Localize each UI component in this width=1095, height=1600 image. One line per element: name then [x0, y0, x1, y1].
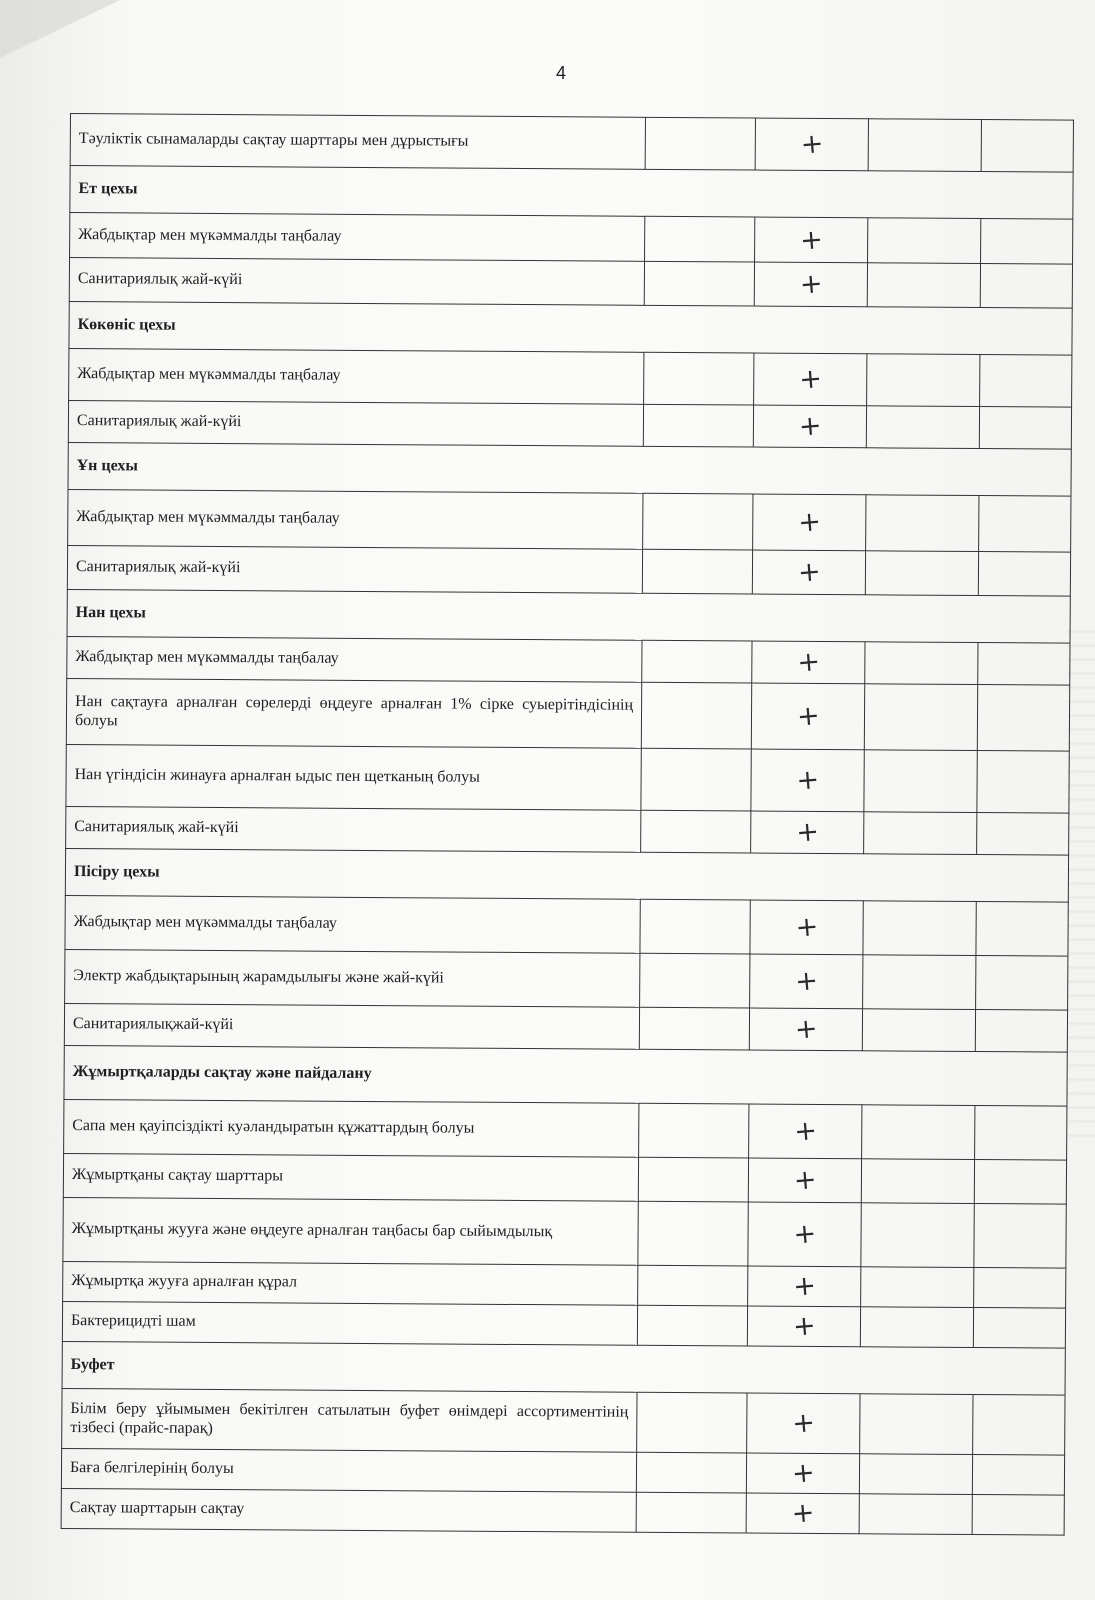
- empty-cell: [637, 1305, 747, 1346]
- checklist-table-container: [61, 113, 1073, 1536]
- criterion-cell: Тәуліктік сынамаларды сақтау шарттары мен дұрыстығы: [70, 114, 645, 170]
- plus-mark: +: [752, 641, 865, 684]
- empty-cell: [977, 685, 1069, 752]
- empty-cell: [645, 117, 755, 170]
- plus-mark: +: [755, 118, 868, 171]
- plus-mark: +: [748, 1202, 861, 1267]
- empty-cell: [978, 552, 1070, 597]
- empty-cell: [868, 218, 981, 264]
- page-fold-shadow: [0, 0, 120, 58]
- empty-cell: [979, 407, 1071, 450]
- table-row: [62, 1301, 1065, 1348]
- criterion-cell: Санитариялық жай-күйі: [69, 258, 644, 306]
- section-row: [67, 589, 1070, 643]
- table-row: [66, 678, 1069, 751]
- criterion-cell: Жабдықтар мен мүкәммалды таңбалау: [67, 636, 642, 682]
- empty-cell: [863, 955, 976, 1010]
- criterion-cell: Санитариялықжай-күйі: [64, 1003, 639, 1049]
- plus-mark: +: [747, 1393, 860, 1454]
- empty-cell: [863, 901, 976, 956]
- section-row: [68, 442, 1071, 496]
- table-row: [65, 895, 1068, 956]
- plus-mark: +: [747, 1306, 860, 1347]
- section-row: [64, 1045, 1067, 1106]
- empty-cell: [640, 899, 750, 954]
- criterion-cell: Жабдықтар мен мүкәммалды таңбалау: [70, 213, 645, 262]
- criterion-cell: Баға белгілерінің болуы: [61, 1448, 636, 1492]
- table-row: [67, 636, 1070, 685]
- criterion-cell: Электр жабдықтарының жарамдылығы және жай-күйі: [65, 949, 640, 1007]
- empty-cell: [977, 813, 1069, 856]
- table-row: [68, 400, 1071, 449]
- empty-cell: [974, 1204, 1066, 1269]
- empty-cell: [639, 1103, 749, 1158]
- table-row: [63, 1153, 1066, 1204]
- table-row: [66, 806, 1069, 855]
- table-row: [70, 114, 1073, 173]
- empty-cell: [864, 684, 977, 751]
- empty-cell: [981, 120, 1073, 173]
- criterion-cell: Жабдықтар мен мүкәммалды таңбалау: [69, 348, 644, 404]
- table-row: [61, 1448, 1064, 1495]
- empty-cell: [974, 1268, 1066, 1309]
- scan-edge-smudge: [1067, 620, 1095, 1140]
- criterion-cell: Сақтау шарттарын сақтау: [61, 1488, 636, 1532]
- criterion-cell: Санитариялық жай-күйі: [67, 545, 642, 593]
- criterion-cell: Нан үгіндісін жинауға арналған ыдыс пен щетканың болуы: [66, 744, 641, 810]
- empty-cell: [972, 1495, 1064, 1536]
- empty-cell: [644, 261, 754, 306]
- criterion-cell: Санитариялық жай-күйі: [68, 400, 643, 446]
- plus-mark: +: [754, 262, 867, 307]
- empty-cell: [977, 751, 1069, 814]
- table-row: [61, 1488, 1064, 1535]
- plus-mark: +: [746, 1453, 859, 1494]
- plus-mark: +: [749, 1104, 862, 1159]
- empty-cell: [865, 551, 978, 596]
- table-row: [65, 949, 1068, 1010]
- table-row: [64, 1003, 1067, 1052]
- table-row: [63, 1261, 1066, 1308]
- empty-cell: [642, 640, 752, 683]
- empty-cell: [642, 549, 752, 594]
- checklist-table: [61, 113, 1074, 1536]
- empty-cell: [637, 1392, 747, 1453]
- empty-cell: [861, 1203, 974, 1268]
- empty-cell: [860, 1394, 973, 1455]
- criterion-cell: Жұмыртқаны жууға және өңдеуге арналған таңбасы бар сыйымдылық: [63, 1197, 638, 1265]
- section-row: [65, 848, 1068, 902]
- empty-cell: [976, 902, 1068, 957]
- plus-mark: +: [753, 494, 866, 551]
- empty-cell: [979, 496, 1071, 553]
- empty-cell: [638, 1157, 748, 1202]
- empty-cell: [972, 1455, 1064, 1496]
- plus-mark: +: [752, 550, 865, 595]
- empty-cell: [867, 263, 980, 308]
- criterion-cell: Сапа мен қауіпсіздікті куәландыратын құжаттардың болуы: [64, 1099, 639, 1157]
- criterion-cell: Санитариялық жай-күйі: [66, 806, 641, 852]
- plus-mark: +: [750, 954, 863, 1009]
- plus-mark: +: [753, 405, 866, 448]
- empty-cell: [861, 1267, 974, 1308]
- empty-cell: [867, 354, 980, 407]
- empty-cell: [636, 1452, 746, 1493]
- empty-cell: [975, 1106, 1067, 1161]
- empty-cell: [640, 953, 750, 1008]
- empty-cell: [973, 1395, 1065, 1456]
- empty-cell: [641, 748, 751, 811]
- plus-mark: +: [755, 217, 868, 263]
- empty-cell: [645, 216, 755, 262]
- empty-cell: [980, 264, 1072, 309]
- table-row: [69, 258, 1072, 309]
- table-row: [69, 348, 1072, 407]
- section-row: [70, 166, 1073, 220]
- plus-mark: +: [751, 811, 864, 854]
- empty-cell: [864, 750, 977, 813]
- empty-cell: [865, 642, 978, 685]
- empty-cell: [861, 1159, 974, 1204]
- empty-cell: [859, 1454, 972, 1495]
- table-row: [63, 1197, 1066, 1268]
- empty-cell: [975, 1010, 1067, 1053]
- empty-cell: [638, 1265, 748, 1306]
- plus-mark: +: [751, 749, 864, 812]
- plus-mark: +: [749, 1008, 862, 1051]
- section-row: [69, 301, 1072, 355]
- table-row: [67, 545, 1070, 596]
- table-row: [62, 1388, 1065, 1455]
- section-title: Буфет: [62, 1341, 1065, 1395]
- empty-cell: [980, 355, 1072, 408]
- section-title: Көкөніс цехы: [69, 301, 1072, 355]
- empty-cell: [643, 404, 753, 447]
- empty-cell: [864, 812, 977, 855]
- empty-cell: [866, 406, 979, 449]
- empty-cell: [973, 1308, 1065, 1349]
- plus-mark: +: [754, 353, 867, 406]
- criterion-cell: Жабдықтар мен мүкәммалды таңбалау: [65, 895, 640, 953]
- empty-cell: [978, 643, 1070, 686]
- criterion-cell: Бактерицидті шам: [62, 1301, 637, 1345]
- empty-cell: [636, 1492, 746, 1533]
- section-title: Пісіру цехы: [65, 848, 1068, 902]
- section-title: Жұмыртқаларды сақтау және пайдалану: [64, 1045, 1067, 1106]
- section-title: Ұн цехы: [68, 442, 1071, 496]
- plus-mark: +: [748, 1158, 861, 1203]
- empty-cell: [643, 493, 753, 550]
- criterion-cell: Жабдықтар мен мүкәммалды таңбалау: [68, 489, 643, 549]
- empty-cell: [639, 1007, 749, 1050]
- page-number: 4: [556, 63, 567, 83]
- plus-mark: +: [751, 683, 864, 750]
- table-row: [64, 1099, 1067, 1160]
- empty-cell: [641, 682, 751, 749]
- criterion-cell: Жұмыртқа жууға арналған құрал: [63, 1261, 638, 1305]
- section-title: Нан цехы: [67, 589, 1070, 643]
- criterion-cell: Жұмыртқаны сақтау шарттары: [63, 1153, 638, 1201]
- criterion-cell: Нан сақтауға арналған сөрелерді өңдеуге арналған 1% сірке суыерітіндісінің болуы: [66, 678, 641, 748]
- section-row: [62, 1341, 1065, 1395]
- table-row: [66, 744, 1069, 813]
- empty-cell: [862, 1009, 975, 1052]
- table-row: [70, 213, 1073, 265]
- criterion-cell: Білім беру ұйымымен бекітілген сатылатын буфет өнімдері ассортиментінің тізбесі (прайс-парақ): [62, 1388, 637, 1452]
- empty-cell: [638, 1201, 748, 1266]
- empty-cell: [866, 495, 979, 552]
- empty-cell: [860, 1307, 973, 1348]
- plus-mark: +: [750, 900, 863, 955]
- plus-mark: +: [746, 1493, 859, 1534]
- plus-mark: +: [748, 1266, 861, 1307]
- table-row: [68, 489, 1071, 552]
- empty-cell: [859, 1494, 972, 1535]
- empty-cell: [976, 956, 1068, 1011]
- empty-cell: [641, 810, 751, 853]
- empty-cell: [862, 1105, 975, 1160]
- empty-cell: [981, 219, 1073, 265]
- empty-cell: [974, 1160, 1066, 1205]
- empty-cell: [868, 119, 981, 172]
- section-title: Ет цехы: [70, 166, 1073, 220]
- empty-cell: [644, 352, 754, 405]
